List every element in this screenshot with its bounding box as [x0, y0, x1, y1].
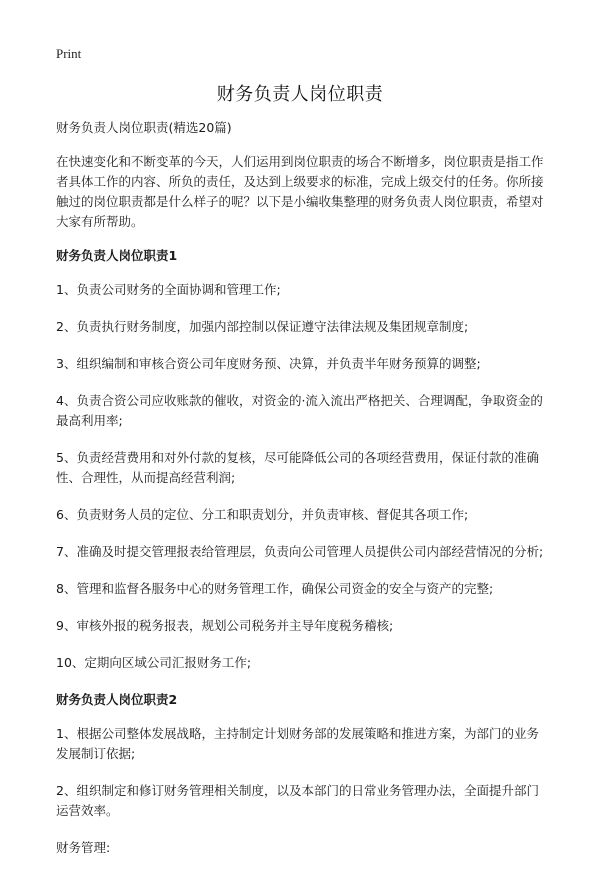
list-item: 1、负责公司财务的全面协调和管理工作;: [56, 282, 281, 297]
page-title: 财务负责人岗位职责: [216, 84, 384, 105]
print-label: Print: [56, 46, 82, 61]
list-item: 1、根据公司整体发展战略，主持制定计划财务部的发展策略和推进方案，为部门的业务发展制订依据;: [56, 726, 539, 761]
section-heading: 财务负责人岗位职责2: [56, 692, 178, 707]
list-item: 5、负责经营费用和对外付款的复核，尽可能降低公司的各项经营费用，保证付款的准确性、合理性，从而提高经营利润;: [56, 450, 539, 485]
list-item: 9、审核外报的税务报表，规划公司税务并主导年度税务稽核;: [56, 618, 394, 633]
document-subtitle: 财务负责人岗位职责(精选20篇): [56, 120, 232, 135]
intro-paragraph: 在快速变化和不断变革的今天，人们运用到岗位职责的场合不断增多，岗位职责是指工作者具体工作的内容、所负的责任，及达到上级要求的标准，完成上级交付的任务。你所接触过的岗位职责都是什么样子的呢？以下是小编收集整理的财务负责人岗位职责，希望对大家有所帮助。: [56, 154, 544, 229]
list-item: 7、准确及时提交管理报表给管理层，负责向公司管理人员提供公司内部经营情况的分析;: [56, 544, 544, 559]
list-item: 财务管理:: [56, 840, 111, 855]
list-item: 3、组织编制和审核合资公司年度财务预、决算，并负责半年财务预算的调整;: [56, 356, 481, 371]
list-item: 8、管理和监督各服务中心的财务管理工作，确保公司资金的安全与资产的完整;: [56, 581, 494, 596]
section-heading: 财务负责人岗位职责1: [56, 248, 178, 263]
list-item: 10、定期向区域公司汇报财务工作;: [56, 655, 252, 670]
document-content: [56, 118, 548, 875]
list-item: 2、负责执行财务制度，加强内部控制以保证遵守法律法规及集团规章制度;: [56, 319, 469, 334]
list-item: 2、组织制定和修订财务管理相关制度，以及本部门的日常业务管理办法，全面提升部门运营效率。: [56, 783, 539, 818]
list-item: 4、负责合资公司应收账款的催收，对资金的·流入流出严格把关、合理调配，争取资金的最高利用率;: [56, 393, 543, 428]
list-item: 6、负责财务人员的定位、分工和职责划分，并负责审核、督促其各项工作;: [56, 507, 469, 522]
